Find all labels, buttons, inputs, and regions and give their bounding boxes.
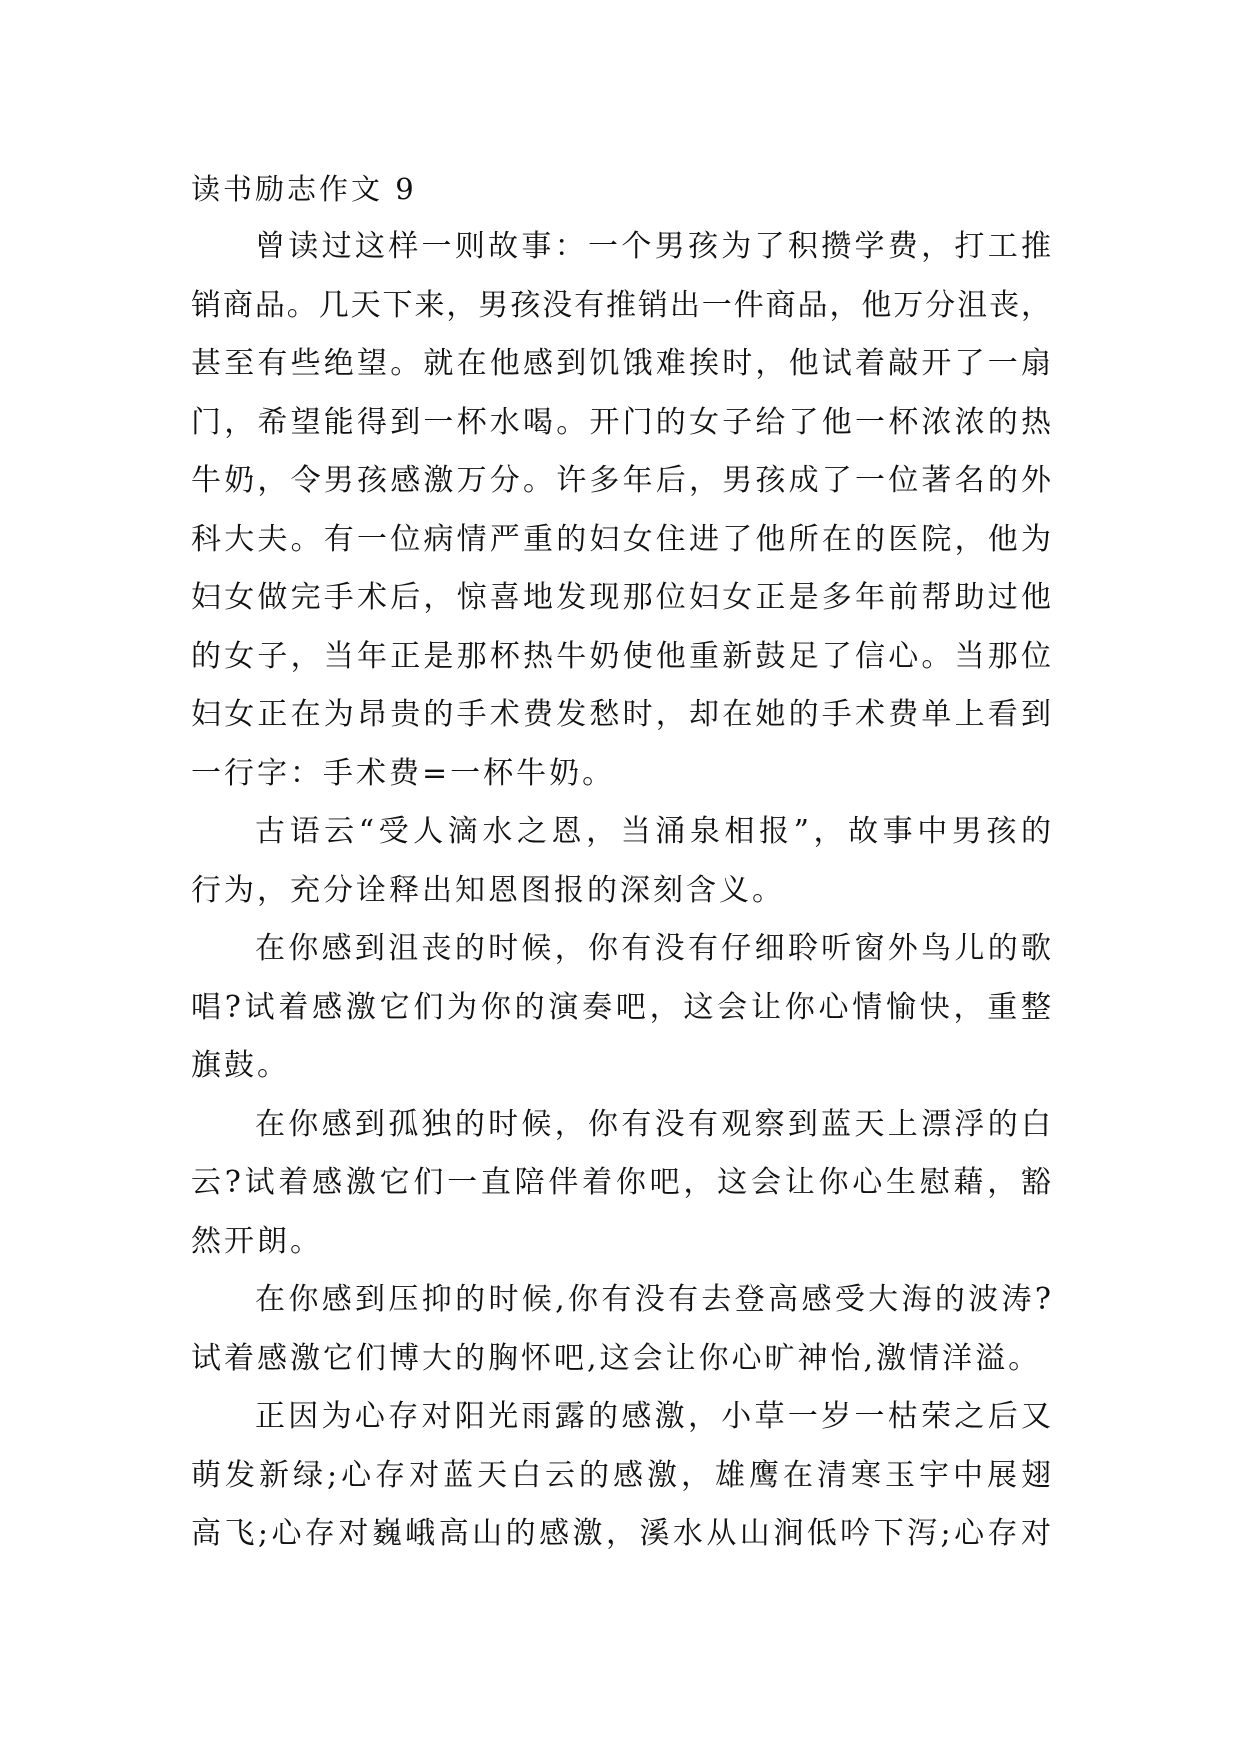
paragraph-line: 妇女做完手术后，惊喜地发现那位妇女正是多年前帮助过他: [191, 580, 1051, 615]
paragraph: [191, 803, 1051, 920]
paragraph-line: 科大夫。有一位病情严重的妇女住进了他所在的医院，他为: [191, 521, 1051, 557]
paragraph-line: 曾读过这样一则故事：一个男孩为了积攒学费，打工推: [255, 229, 1051, 264]
paragraph-line: 甚至有些绝望。就在他感到饥饿难挨时，他试着敲开了一扇: [191, 346, 1051, 381]
paragraph: [191, 1271, 1051, 1388]
paragraph-line: 萌发新绿;心存对蓝天白云的感激，雄鹰在清寒玉宇中展翅: [191, 1457, 1051, 1493]
paragraph-line: 旗鼓。: [191, 1048, 290, 1083]
paragraph-line: 在你感到压抑的时候,你有没有去登高感受大海的波涛?: [255, 1282, 1051, 1317]
paragraph-list: [191, 218, 1051, 1564]
paragraph-line: 在你感到沮丧的时候，你有没有仔细聆听窗外鸟儿的歌: [255, 931, 1051, 966]
paragraph-line: 正因为心存对阳光雨露的感激，小草一岁一枯荣之后又: [255, 1399, 1051, 1434]
paragraph-line: 云?试着感激它们一直陪伴着你吧，这会让你心生慰藉，豁: [191, 1165, 1051, 1200]
paragraph: [191, 1388, 1051, 1564]
paragraph-line: 高飞;心存对巍峨高山的感激，溪水从山涧低吟下泻;心存对: [191, 1516, 1051, 1551]
paragraph: [191, 920, 1051, 1096]
paragraph-line: 的女子，当年正是那杯热牛奶使他重新鼓足了信心。当那位: [191, 638, 1051, 674]
paragraph-line: 唱?试着感激它们为你的演奏吧，这会让你心情愉快，重整: [191, 989, 1051, 1025]
paragraph-line: 销商品。几天下来，男孩没有推销出一件商品，他万分沮丧，: [191, 287, 1051, 323]
paragraph-line: 牛奶，令男孩感激万分。许多年后，男孩成了一位著名的外: [191, 463, 1051, 498]
paragraph-line: 行为，充分诠释出知恩图报的深刻含义。: [191, 872, 785, 908]
paragraph: [191, 218, 1051, 803]
document-body: [191, 160, 1051, 1564]
document-title: 读书励志作文 9: [191, 172, 417, 206]
paragraph-line: 古语云“受人滴水之恩，当涌泉相报”，故事中男孩的: [255, 814, 1051, 849]
paragraph-line: 妇女正在为昂贵的手术费发愁时，却在她的手术费单上看到: [191, 697, 1051, 732]
paragraph-line: 在你感到孤独的时候，你有没有观察到蓝天上漂浮的白: [255, 1106, 1051, 1142]
paragraph-line: 试着感激它们博大的胸怀吧,这会让你心旷神怡,激情洋溢。: [191, 1340, 1042, 1376]
paragraph-line: 一行字：手术费=一杯牛奶。: [191, 755, 616, 791]
paragraph-line: 然开朗。: [191, 1223, 323, 1259]
paragraph: [191, 1096, 1051, 1272]
paragraph-line: 门，希望能得到一杯水喝。开门的女子给了他一杯浓浓的热: [191, 404, 1051, 440]
